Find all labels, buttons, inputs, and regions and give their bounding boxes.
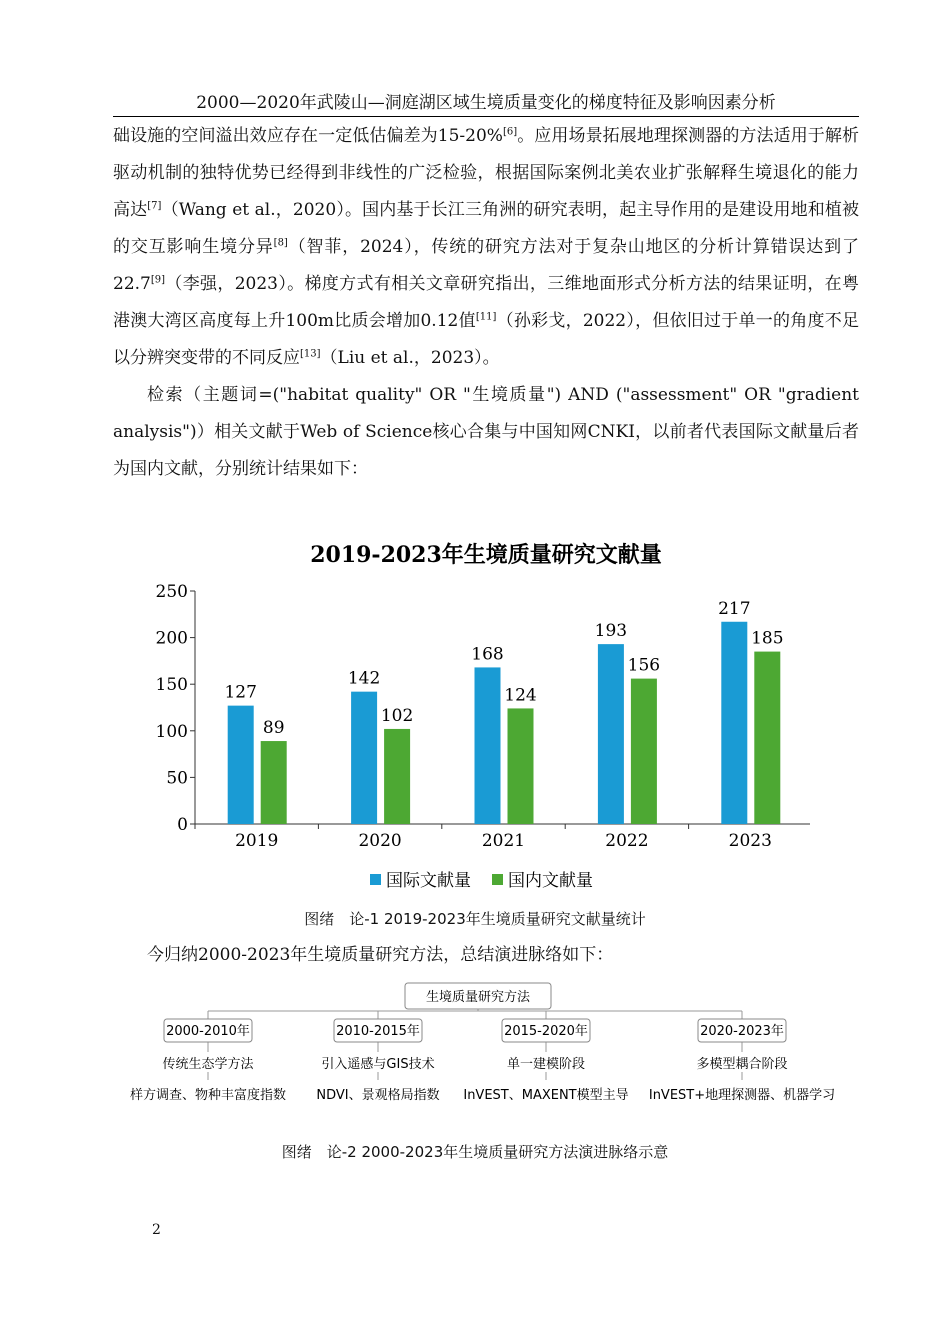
chart-bars	[224, 599, 783, 824]
y-tick-label: 200	[155, 628, 188, 649]
chart-legend	[370, 871, 593, 891]
root-node-label: 生境质量研究方法	[425, 990, 531, 1005]
bar-international-2023	[721, 622, 747, 824]
x-tick-label: 2020	[358, 831, 402, 851]
body-text	[113, 118, 859, 488]
diagram-connectors	[208, 1009, 742, 1080]
citation-mark: [13]	[300, 348, 321, 360]
citation-mark: [6]	[502, 126, 518, 138]
paragraph-text-segment: （孙彩戈，2022），但依旧过于单一的角度不足以分辨突变带的不同反应	[113, 311, 860, 368]
period-label: 2020-2023年	[700, 1024, 784, 1039]
legend-swatch	[370, 874, 381, 885]
stage-label: 单一建模阶段	[506, 1057, 586, 1072]
x-tick-label: 2019	[235, 831, 279, 851]
y-tick-label: 250	[155, 582, 188, 602]
bar-international-2020	[351, 692, 377, 824]
legend-label: 国内文献量	[508, 871, 593, 891]
figure-caption-2: 图绪 论-2 2000-2023年生境质量研究方法演进脉络示意	[281, 1143, 669, 1161]
citation-mark: [11]	[475, 311, 497, 323]
figure-caption-1: 图绪 论-1 2019-2023年生境质量研究文献量统计	[304, 910, 646, 928]
tools-label: InVEST、MAXENT模型主导	[463, 1088, 629, 1103]
x-tick-label: 2023	[728, 831, 772, 851]
citation-mark: [7]	[147, 200, 162, 212]
paragraph-text-segment: 础设施的空间溢出效应存在一定低估偏差为15-20%	[113, 126, 503, 146]
tools-label: 样方调查、物种丰富度指数	[129, 1088, 287, 1103]
bar-value-label: 102	[380, 705, 414, 726]
tools-label: InVEST+地理探测器、机器学习	[648, 1088, 836, 1103]
bar-chart	[150, 535, 810, 905]
tools-label: NDVI、景观格局指数	[316, 1088, 440, 1103]
x-tick-label: 2021	[481, 831, 526, 851]
x-tick-label: 2022	[605, 831, 649, 851]
stage-label: 引入遥感与GIS技术	[321, 1057, 435, 1072]
y-tick-label: 0	[177, 815, 188, 835]
bar-value-label: 156	[627, 655, 661, 676]
stage-label: 传统生态学方法	[162, 1057, 254, 1072]
page-number: 2	[152, 1222, 161, 1238]
paragraph-text-segment: （李强，2023）。梯度方式有相关文章研究指出，三维地面形式分析方法的结果证明，在粤港澳大湾区高度每上升100m比质会增加0.12值	[113, 274, 859, 331]
y-tick-label: 50	[166, 768, 188, 789]
bar-domestic-2019	[261, 741, 287, 824]
y-tick-label: 100	[155, 721, 188, 742]
paragraph-text-segment: 。应用场景拓展地理探测器的方法适用于解析驱动机制的独特优势已经得到非线性的广泛检验，根据国际案例北美农业扩张解释生境退化的能力高达	[113, 126, 859, 220]
paragraph-2: 检索（主题词=("habitat quality" OR "生境质量") AND ("assessment" OR "gradient analysis")）相关文献于Web of Science核心合集与中国知网CNKI，以前者代表国际文献量后者为国内文献，分别统计结果如下：	[113, 385, 859, 479]
bar-international-2022	[598, 644, 624, 824]
chart-title: 2019-2023年生境质量研究文献量	[310, 542, 662, 568]
method-evolution-diagram	[120, 980, 840, 1110]
bar-value-label: 168	[471, 644, 504, 665]
running-header: 2000—2020年武陵山—洞庭湖区域生境质量变化的梯度特征及影响因素分析	[113, 92, 859, 117]
bar-value-label: 217	[718, 598, 751, 619]
bar-international-2021	[475, 667, 501, 824]
paragraph-text-segment: （智菲，2024），传统的研究方法对于复杂山地区的分析计算错误达到了22.7	[113, 237, 860, 294]
period-label: 2010-2015年	[336, 1024, 420, 1039]
period-label: 2000-2010年	[166, 1024, 250, 1039]
citation-mark: [8]	[273, 237, 288, 249]
lead-sentence: 今归纳2000-2023年生境质量研究方法，总结演进脉络如下：	[147, 945, 614, 965]
paragraph-1	[113, 118, 859, 377]
stage-label: 多模型耦合阶段	[696, 1057, 788, 1072]
bar-international-2019	[228, 706, 254, 824]
bar-domestic-2021	[508, 708, 534, 824]
legend-label: 国际文献量	[386, 871, 471, 891]
bar-value-label: 185	[751, 628, 784, 649]
diagram-nodes	[130, 983, 835, 1103]
period-label: 2015-2020年	[504, 1024, 588, 1039]
paragraph-text-segment: （Liu et al.，2023）。	[320, 348, 500, 368]
bar-value-label: 142	[347, 668, 381, 689]
paragraph-text-segment: （Wang et al.，2020）。国内基于长江三角洲的研究表明，起主导作用的是建设用地和植被的交互影响生境分异	[113, 200, 859, 257]
citation-mark: [9]	[150, 274, 166, 286]
y-tick-label: 150	[155, 675, 188, 696]
bar-domestic-2022	[631, 679, 657, 824]
bar-value-label: 124	[504, 685, 537, 706]
bar-domestic-2023	[754, 652, 780, 824]
bar-value-label: 127	[224, 682, 257, 703]
bar-domestic-2020	[384, 729, 410, 824]
bar-value-label: 89	[262, 718, 285, 739]
bar-value-label: 193	[594, 621, 628, 642]
legend-swatch	[492, 874, 503, 885]
